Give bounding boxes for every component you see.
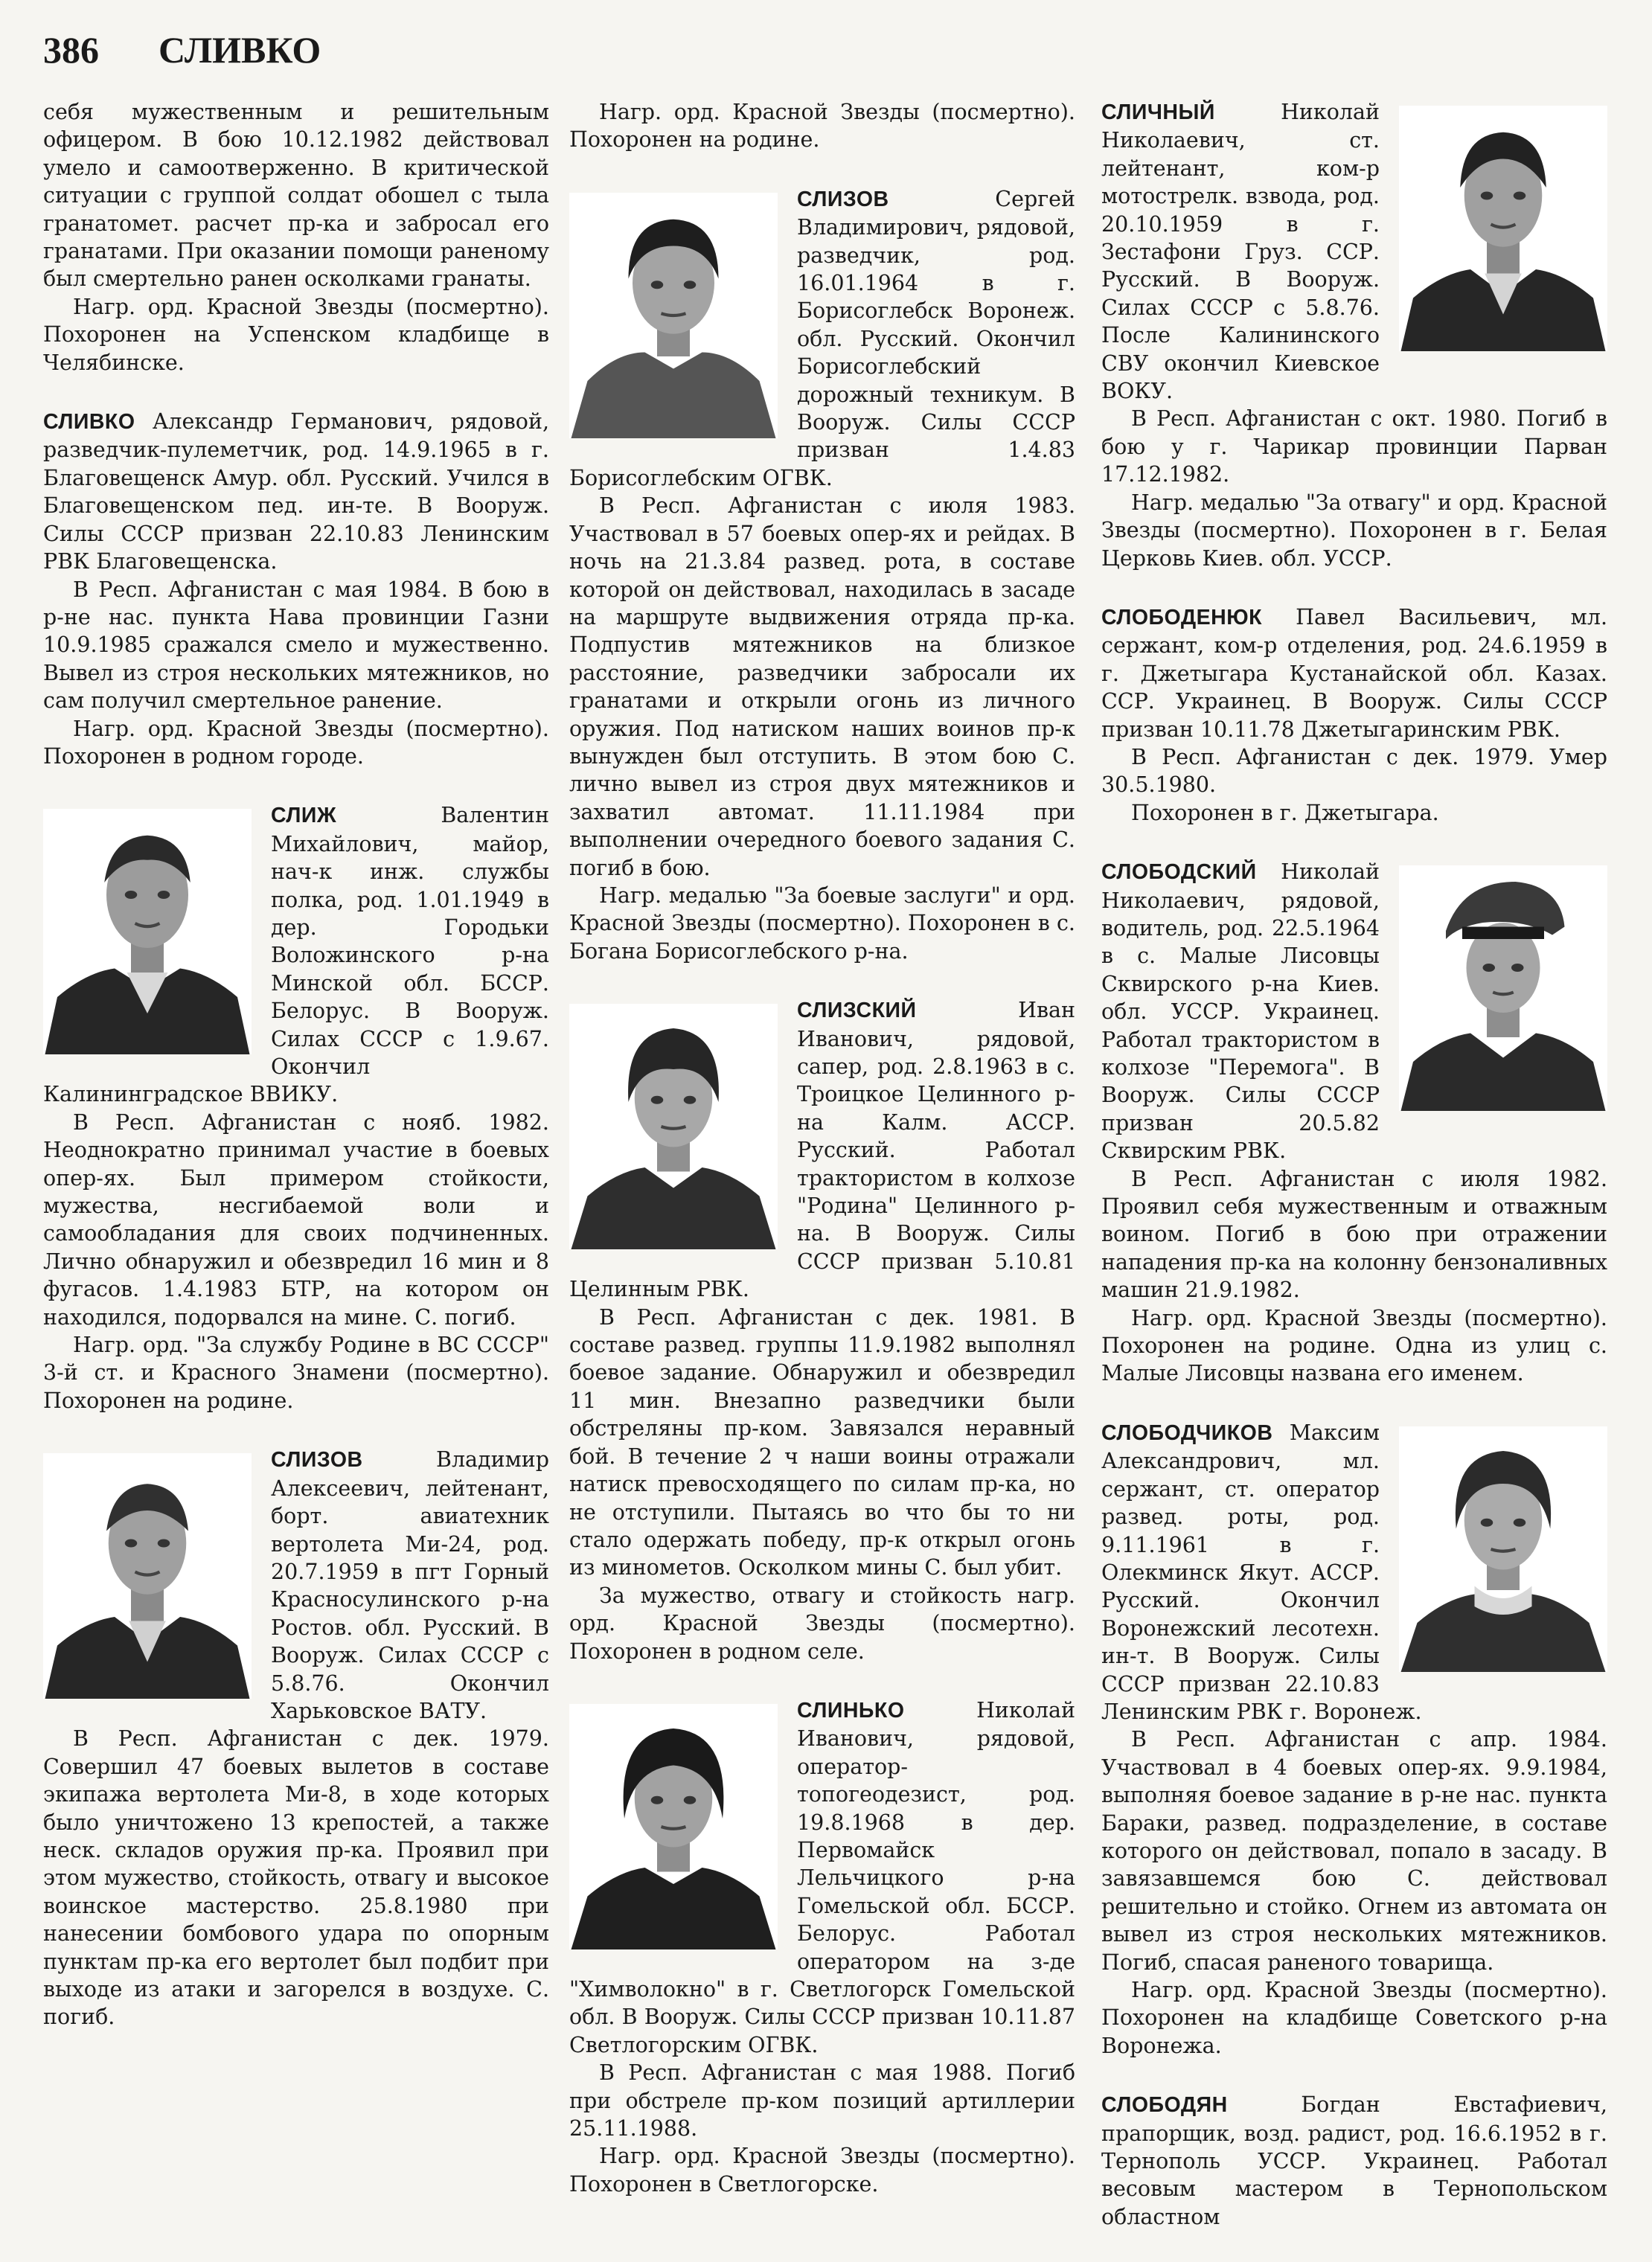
paragraph: Нагр. орд. Красной Звезды (посмертно). Похоронен на родине.	[569, 100, 1075, 153]
paragraph: Нагр. орд. "За службу Родине в ВС СССР" 3-й ст. и Красного Знамени (посмертно). Похоронен на родине.	[43, 1333, 549, 1413]
portrait-image	[569, 1704, 778, 1949]
paragraph: В Респ. Афганистан с апр. 1984. Участвовал в 4 боевых опер-ях. 9.9.1984, выполняя боевое задание в р-не нас. пункта Бараки, развед. подразделение, в составе которого он действовал, попало в засаду. В завязавшемся бою С. действовал решительно и стойко. Огнем из автомата он вывел из строя нескольких мятежников. Погиб, спасая раненого товарища.	[1101, 1727, 1607, 1975]
portrait-photo	[43, 1453, 252, 1699]
paragraph: В Респ. Афганистан с мая 1988. Погиб при обстреле пр-ком позиций артиллерии 25.11.1988.	[569, 2060, 1075, 2141]
portrait-photo	[1399, 865, 1607, 1111]
paragraph: В Респ. Афганистан с окт. 1980. Погиб в бою у г. Чарикар провинции Парван 17.12.1982.	[1101, 406, 1607, 487]
column-1	[43, 98, 549, 2063]
portrait-photo	[569, 1004, 778, 1249]
entry-name: СЛИЗОВ	[797, 187, 889, 211]
paragraph: Богдан Евстафиевич, прапорщик, возд. радист, род. 16.6.1952 в г. Тернополь УССР. Украинец. Работал весовым мастером в Тернопольском областном	[1101, 2092, 1607, 2229]
entry-name: СЛИЧНЫЙ	[1101, 100, 1215, 124]
entry-name: СЛИНЬКО	[797, 1698, 905, 1723]
paragraph: Похоронен в г. Джетыгара.	[1131, 800, 1439, 825]
entry-name: СЛОБОДСКИЙ	[1101, 860, 1257, 885]
entry-slivko	[43, 408, 549, 770]
entry-slizskiy	[569, 996, 1075, 1665]
portrait-photo	[1399, 1426, 1607, 1672]
paragraph: Николай Николаевич, ст. лейтенант, ком-р мотострелк. взвода, род. 20.10.1959 в г. Зестафони Груз. ССР. Русский. В Вооруж. Силах СССР с 5.8.76. После Калининского СВУ окончил Киевское ВОКУ.	[1101, 100, 1380, 404]
paragraph: Александр Германович, рядовой, разведчик-пулеметчик, род. 14.9.1965 в г. Благовещенск Амур. обл. Русский. Учился в Благовещенском пед. ин-те. В Вооруж. Силы СССР призван 22.10.83 Ленинским РВК Благовещенска.	[43, 409, 549, 574]
running-title: СЛИВКО	[159, 29, 321, 71]
paragraph: Николай Николаевич, рядовой, водитель, род. 22.5.1964 в с. Малые Лисовцы Сквирского р-на Киев. обл. УССР. Украинец. Работал трактористом в колхозе "Перемога". В Вооруж. Силы СССР призван 20.5.82 Сквирским РВК.	[1101, 859, 1380, 1164]
paragraph: В Респ. Афганистан с июля 1983. Участвовал в 57 боевых опер-ях и рейдах. В ночь на 21.3.84 развед. рота, в составе которой он действовал, находилась в засаде на маршруте выдвижения отряда пр-ка. Подпустив мятежников на близкое расстояние, разведчики забросали их гранатами и открыли огонь из личного оружия. Под натиском наших воинов пр-к вынужден был отступить. В этом бою С. лично вывел из строя двух мятежников и захватил автомат. 11.11.1984 при выполнении очередного боевого задания С. погиб в бою.	[569, 493, 1075, 880]
portrait-photo	[43, 809, 252, 1054]
paragraph: себя мужественным и решительным офицером. В бою 10.12.1982 действовал умело и самоотверженно. В критической ситуации с группой солдат обошел с тыла гранатомет. расчет пр-ка и забросал его гранатами. При оказании помощи раненому был смертельно ранен осколками гранаты.	[43, 100, 549, 292]
entry-name: СЛИЖ	[271, 804, 337, 828]
entry-name: СЛИЗСКИЙ	[797, 999, 917, 1023]
paragraph: Нагр. орд. Красной Звезды (посмертно). Похоронен на Успенском кладбище в Челябинске.	[43, 294, 549, 375]
entry-slinko	[569, 1696, 1075, 2198]
entry-continued	[43, 98, 549, 377]
paragraph: Нагр. орд. Красной Звезды (посмертно). Похоронен в родном городе.	[43, 716, 549, 769]
page-number: 386	[43, 29, 99, 71]
portrait-image	[569, 1004, 778, 1249]
paragraph: Иван Иванович, рядовой, сапер, род. 2.8.1963 в с. Троицкое Целинного р-на Калм. АССР. Русский. Работал трактористом в колхозе "Родина" Целинного р-на. В Вооруж. Силы СССР призван 5.10.81 Целинным РВК.	[569, 998, 1075, 1302]
entry-name: СЛОБОДЕНЮК	[1101, 605, 1262, 629]
paragraph: В Респ. Афганистан с дек. 1981. В составе развед. группы 11.9.1982 выполнял боевое задание. Обнаружил и обезвредил 11 мин. Внезапно разведчики были обстреляны пр-ком. Завязался неравный бой. В течение 2 ч наши воины отражали натиск превосходящего по силам пр-ка, но не отступили. Пытаясь во что бы то ни стало одержать победу, пр-к открыл огонь из минометов. Осколком мины С. был убит.	[569, 1304, 1075, 1580]
portrait-image	[1399, 865, 1607, 1111]
entry-name: СЛОБОДЯН	[1101, 2093, 1228, 2118]
paragraph: Нагр. медалью "За боевые заслуги" и орд. Красной Звезды (посмертно). Похоронен в с. Богана Борисоглебского р-на.	[569, 882, 1075, 964]
entry-slobodenyuk	[1101, 603, 1607, 827]
paragraph: В Респ. Афганистан с июля 1982. Проявил себя мужественным и отважным воином. Погиб в бою при отражении нападения пр-ка на колонну бензоналивных машин 21.9.1982.	[1101, 1166, 1607, 1303]
paragraph: За мужество, отвагу и стойкость нагр. орд. Красной Звезды (посмертно). Похоронен в родном селе.	[569, 1583, 1075, 1664]
paragraph: Николай Иванович, рядовой, оператор-топогеодезист, род. 19.8.1968 в дер. Первомайск Лельчицкого р-на Гомельской обл. БССР. Белорус. Работал оператором на з-де "Химволокно" в г. Светлогорск Гомельской обл. В Вооруж. Силы СССР призван 10.11.87 Светлогорским ОГВК.	[569, 1697, 1075, 2057]
paragraph: В Респ. Афганистан с дек. 1979. Умер 30.5.1980.	[1101, 744, 1607, 798]
portrait-image	[43, 1453, 252, 1699]
entry-slobodskiy	[1101, 858, 1607, 1388]
entry-slizov-vladimir	[43, 1446, 549, 2031]
portrait-image	[1399, 1426, 1607, 1672]
entry-slobodchikov	[1101, 1419, 1607, 2060]
paragraph: Нагр. орд. Красной Звезды (посмертно). Похоронен на кладбище Советского р-на Воронежа.	[1101, 1978, 1607, 2058]
page-header	[43, 28, 321, 80]
entry-slizh	[43, 801, 549, 1414]
portrait-image	[569, 193, 778, 438]
portrait-photo	[1399, 106, 1607, 351]
entry-continued	[569, 98, 1075, 154]
paragraph: Нагр. орд. Красной Звезды (посмертно). Похоронен в Светлогорске.	[569, 2144, 1075, 2197]
portrait-photo	[569, 193, 778, 438]
paragraph: Владимир Алексеевич, лейтенант, борт. авиатехник вертолета Ми-24, род. 20.7.1959 в пгт Горный Красносулинского р-на Ростов. обл. Русский. В Вооруж. Силах СССР с 5.8.76. Окончил Харьковское ВАТУ.	[271, 1447, 549, 1723]
entry-name: СЛИВКО	[43, 410, 135, 435]
paragraph: Павел Васильевич, мл. сержант, ком-р отделения, род. 24.6.1959 в г. Джетыгара Кустанайской обл. Казах. ССР. Украинец. В Вооруж. Силы СССР призван 10.11.78 Джетыгаринским РВК.	[1101, 604, 1608, 742]
paragraph: Нагр. медалью "За отвагу" и орд. Красной Звезды (посмертно). Похоронен в г. Белая Церковь Киев. обл. УССР.	[1101, 490, 1607, 571]
paragraph: Нагр. орд. Красной Звезды (посмертно). Похоронен на родине. Одна из улиц с. Малые Лисовцы названа его именем.	[1101, 1305, 1607, 1386]
portrait-photo	[569, 1704, 778, 1949]
paragraph: В Респ. Афганистан с нояб. 1982. Неоднократно принимал участие в боевых опер-ях. Был примером стойкости, мужества, несгибаемой воли и самообладания для своих подчиненных. Лично обнаружил и обезвредил 16 мин и 8 фугасов. 1.4.1983 БТР, на котором он находился, подорвался на мине. С. погиб.	[43, 1109, 549, 1330]
paragraph: Сергей Владимирович, рядовой, разведчик, род. 16.01.1964 в г. Борисоглебск Воронеж. обл. Русский. Окончил Борисоглебский дорожный техникум. В Вооруж. Силы СССР призван 1.4.83 Борисоглебским ОГВК.	[569, 186, 1075, 490]
portrait-image	[43, 809, 252, 1054]
entry-slobodyan	[1101, 2091, 1607, 2231]
entry-name: СЛОБОДЧИКОВ	[1101, 1420, 1273, 1445]
entry-slizov-sergey	[569, 185, 1075, 965]
paragraph: В Респ. Афганистан с дек. 1979. Совершил 47 боевых вылетов в составе экипажа вертолета Ми-8, в ходе которых было уничтожено 13 крепостей, а также неск. складов оружия пр-ка. Проявил при этом мужество, стойкость, отвагу и высокое воинское мастерство. 25.8.1980 при нанесении бомбового удара по опорным пунктам пр-ка его вертолет был подбит при выходе из атаки и загорелся в воздухе. С. погиб.	[43, 1726, 549, 2030]
entry-name: СЛИЗОВ	[271, 1448, 363, 1473]
paragraph: В Респ. Афганистан с мая 1984. В бою в р-не нас. пункта Нава провинции Газни 10.9.1985 сражался смело и мужественно. Вывел из строя нескольких мятежников, но сам получил смертельное ранение.	[43, 577, 549, 714]
column-3	[1101, 98, 1607, 2262]
paragraph: Максим Александрович, мл. сержант, ст. оператор развед. роты, род. 9.11.1961 в г. Олекминск Якут. АССР. Русский. Окончил Воронежский лесотехн. ин-т. В Вооруж. Силы СССР призван 22.10.83 Ленинским РВК г. Воронеж.	[1101, 1420, 1422, 1724]
portrait-image	[1399, 106, 1607, 351]
entry-slichny	[1101, 98, 1607, 572]
column-2	[569, 98, 1075, 2229]
paragraph: Валентин Михайлович, майор, нач-к инж. службы полка, род. 1.01.1949 в дер. Городьки Воложинского р-на Минской обл. БССР. Белорус. В Вооруж. Силах СССР с 1.9.67. Окончил Калининградское ВВИКУ.	[43, 803, 549, 1107]
